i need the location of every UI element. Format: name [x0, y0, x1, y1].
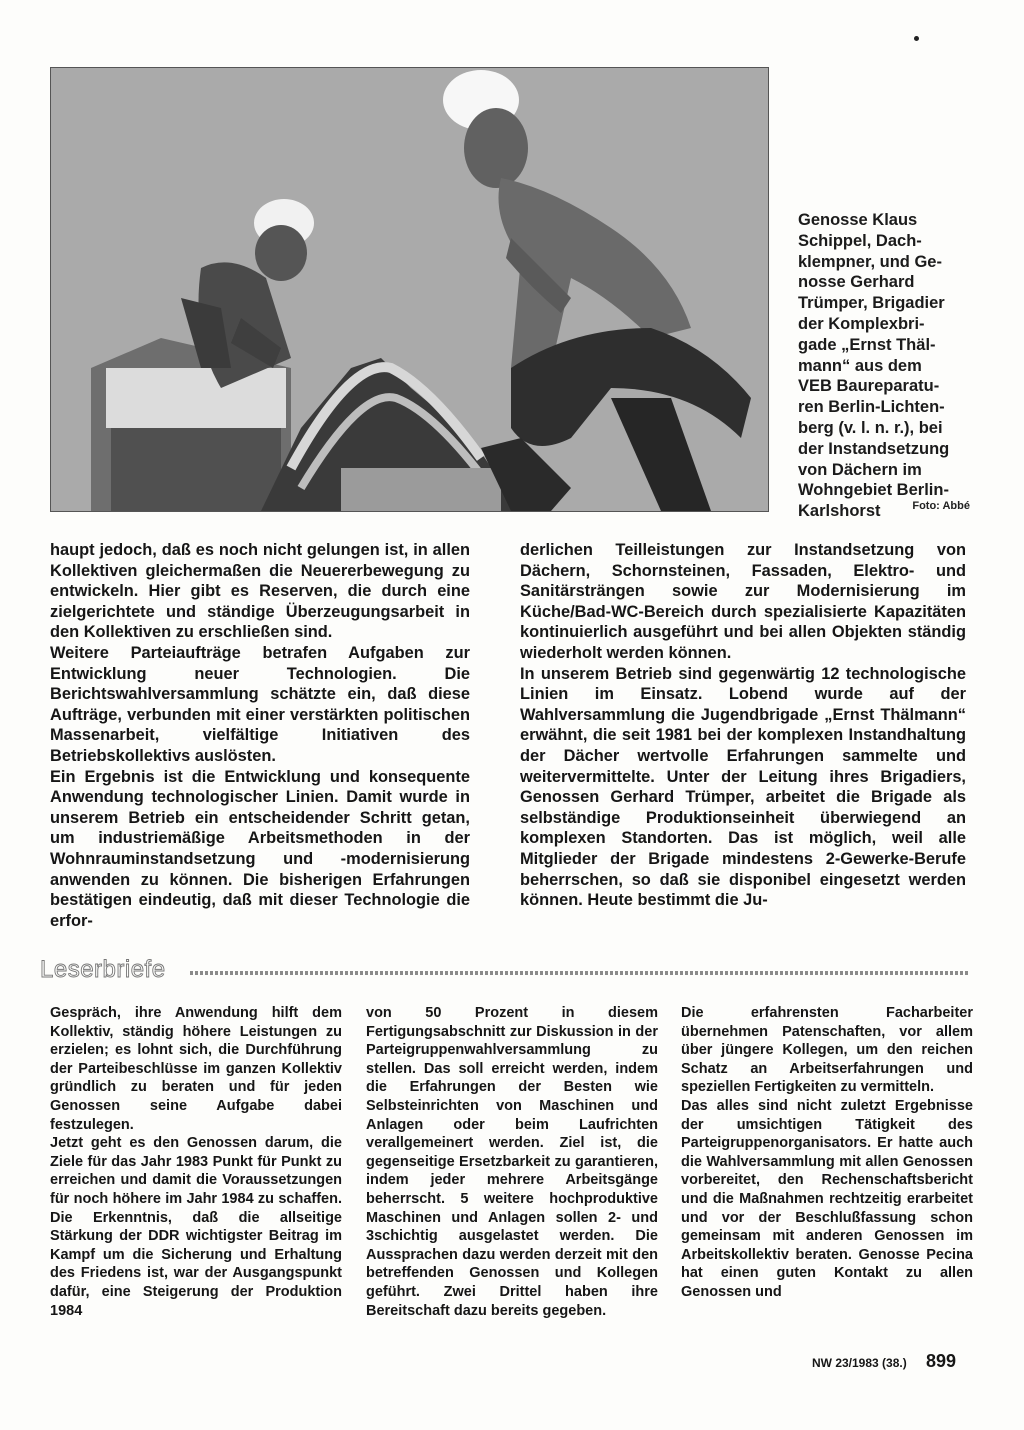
photo-credit: Foto: Abbé [912, 500, 970, 512]
caption-line: Schippel, Dach- [798, 231, 922, 250]
caption-line: Karlshorst [798, 502, 881, 521]
article-paragraph: Ein Ergebnis ist die Entwicklung und konsequente Anwendung technologischer Linien. Damit wurde in unserem Betrieb ein entscheidender Schritt getan, um industriemäßige Arbeitsmethoden in der Wohnrauminstandsetzung und -modernisierung anwenden zu können. Die bisherigen Erfahrungen bestätigen eindeutig, daß mit dieser Technologie die erfor- [50, 767, 470, 930]
caption-line: nosse Gerhard [798, 273, 915, 292]
article-paragraph: derlichen Teilleistungen zur Instandsetzung von Dächern, Schornsteinen, Fassaden, Elektro- und Sanitärsträngen sowie zur Modernisierung im Küche/Bad-WC-Bereich durch spezialisierte Kapazitäten kontinuierlich ausgeführt und bei allen Objekten ständig wiederholt werden können. [520, 541, 966, 662]
page-number: 899 [926, 1351, 957, 1371]
article-paragraph: haupt jedoch, daß es noch nicht gelungen ist, in allen Kollektiven gleichermaßen die Neuererbewegung zu entwickeln. Hier gibt es Reserven, die durch eine zielgerichtete und ständige Überzeugungsarbeit in den Kollektiven zu erschließen sind. [50, 541, 470, 642]
caption-line: Wohngebiet Berlin- [798, 481, 949, 500]
letters-column-3 [681, 1004, 973, 1302]
section-divider [190, 971, 970, 975]
roofers-illustration [51, 68, 768, 511]
caption-line: berg (v. l. n. r.), bei [798, 418, 943, 437]
article-paragraph: Weitere Parteiaufträge betrafen Aufgaben zur Entwicklung neuer Technologien. Die Berichtswahlversammlung schätzte ein, daß diese Aufträge, verbunden mit einer verstärkten politischen Massenarbeit, vielfältige Initiativen des Betriebskollektivs auslösten. [50, 643, 470, 765]
caption-line: der Instandsetzung [798, 439, 950, 458]
caption-line: Genosse Klaus [798, 211, 918, 229]
letter-paragraph: Jetzt geht es den Genossen darum, die Ziele für das Jahr 1983 Punkt für Punkt zu erreichen und damit die Voraussetzungen für noch höhere im Jahr 1984 zu schaffen. Die Erkenntnis, daß die allseitige Stärkung der DDR wichtigster Beitrag im Kampf um die Sicherung und Erhaltung des Friedens ist, war der Ausgangspunkt dafür, eine Steigerung der Produktion 1984 [50, 1135, 342, 1319]
caption-line: klempner, und Ge- [798, 252, 942, 271]
caption-line: ren Berlin-Lichten- [798, 398, 945, 417]
caption-line: von Dächern im [798, 460, 922, 479]
letter-paragraph: von 50 Prozent in diesem Fertigungsabschnitt zur Diskussion in der Parteigruppenwahlversammlung zu stellen. Das soll erreicht werden, indem die Erfahrungen der Besten wie Selbsteinrichten von Maschinen und Anlagen oder beim Laufrichten verallgemeinert werden. Ziel ist, die gegenseitige Ersetzbarkeit zu garantieren, indem jeder mehrere Arbeitsgänge beherrscht. 5 weitere hochproduktive Maschinen und Anlagen sollen 2- und 3schichtig ausgelastet werden. Die Aussprachen dazu werden derzeit mit den betreffenden Genossen und Kollegen geführt. Zwei Drittel haben ihre Bereitschaft dazu bereits gegeben. [366, 1005, 658, 1319]
caption-line: mann“ aus dem [798, 356, 922, 375]
print-speck [914, 36, 919, 41]
section-title: Leserbriefe [40, 956, 166, 983]
caption-line: Trümper, Brigadier [798, 294, 945, 313]
article-column-left [50, 540, 470, 931]
article-column-right [520, 540, 966, 911]
letter-paragraph: Die erfahrensten Facharbeiter übernehmen Patenschaften, vor allem über jüngere Kollegen, um den reichen Schatz an Arbeitserfahrungen und speziellen Fertigkeiten zu vermitteln. [681, 1005, 973, 1096]
caption-line: gade „Ernst Thäl- [798, 335, 936, 354]
article-paragraph: In unserem Betrieb sind gegenwärtig 12 technologische Linien im Einsatz. Lobend wurde auf der Wahlversammlung die Jugendbrigade „Ernst Thälmann“ erwähnt, die seit 1981 bei der komplexen Instandhaltung der Dächer wertvolle Erfahrungen sammelte und weitervermittelte. Unter der Leitung ihres Brigadiers, Genossen Gerhard Trümper, arbeitet die Brigade als selbständige Produktionseinheit überwiegend an komplexen Standorten. Das ist möglich, weil alle Mitglieder der Brigade mindestens 2-Gewerke-Berufe beherrschen, so daß sie disponibel eingesetzt werden können. Heute bestimmt die Ju- [520, 664, 966, 910]
issue-reference: NW 23/1983 (38.) [812, 1356, 907, 1370]
photo-caption [798, 210, 966, 522]
caption-line: VEB Baureparatu- [798, 377, 940, 396]
caption-line: der Komplexbri- [798, 314, 925, 333]
section-header [40, 956, 970, 986]
letter-paragraph: Das alles sind nicht zuletzt Ergebnisse der umsichtigen Tätigkeit des Parteigruppenorganisators. Er hatte auch die Wahlversammlung mit allen Genossen vorbereitet, den Rechenschaftsbericht und die Maßnahmen rechtzeitig erarbeitet und vor der Beschlußfassung schon gemeinsam mit anderen Genossen im Arbeitskollektiv beraten. Genosse Pecina hat einen guten Kontakt zu allen Genossen und [681, 1097, 973, 1300]
letters-column-2 [366, 1004, 658, 1320]
roofers-photo [50, 67, 769, 512]
letter-paragraph: Gespräch, ihre Anwendung hilft dem Kollektiv, ständig höhere Leistungen zu erzielen; es lohnt sich, die Durchführung der Parteibeschlüsse im ganzen Kollektiv gründlich zu beraten und für jeden Genossen seine Aufgabe dabei festzulegen. [50, 1005, 342, 1133]
letters-column-1 [50, 1004, 342, 1320]
